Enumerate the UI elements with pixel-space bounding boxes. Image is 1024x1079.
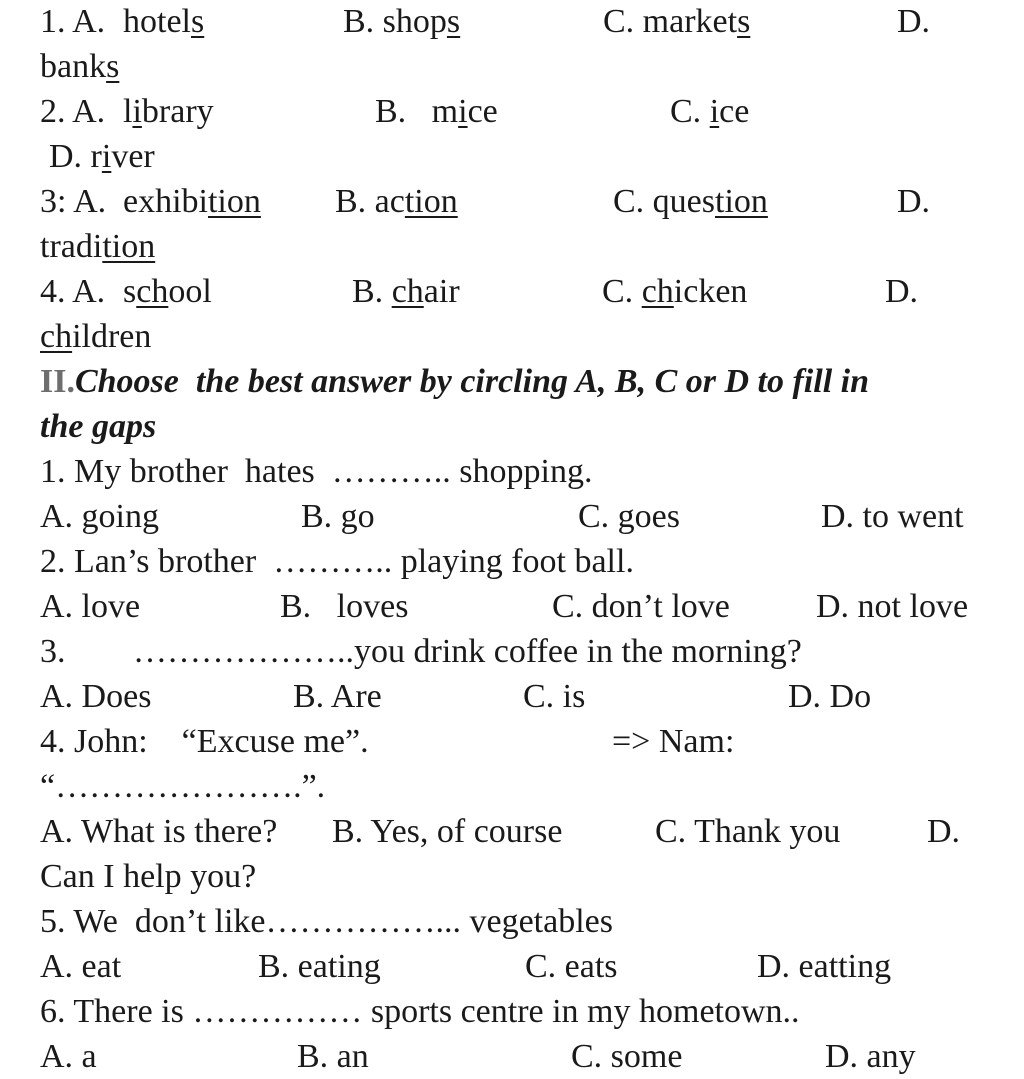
p1-q4-option-c[interactable]: C. chicken — [602, 273, 748, 310]
p1-q3-label: 3: A. — [40, 183, 107, 220]
section-number: II. — [40, 363, 75, 400]
p1-q3-option-b[interactable]: B. action — [335, 183, 458, 220]
p2-q5-option-b[interactable]: B. eating — [258, 948, 381, 985]
p2-q4-stem-blank: “………………….”. — [40, 768, 326, 805]
p2-q2-option-a[interactable]: A. love — [40, 588, 141, 625]
section-heading-text: Choose the best answer by circling A, B, C or D to fill in — [74, 363, 870, 400]
section-heading — [40, 362, 869, 402]
p2-q3-stem: ………………..you drink coffee in the morning? — [133, 633, 802, 670]
p2-q4-option-c[interactable]: C. Thank you — [655, 813, 841, 850]
p2-q5-option-a[interactable]: A. eat — [40, 948, 122, 985]
p2-q5-stem: 5. We don’t like……………... vegetables — [40, 903, 613, 940]
p1-q2-label: 2. A. — [40, 93, 106, 130]
p2-q4-option-b[interactable]: B. Yes, of course — [332, 813, 563, 850]
p2-q3-option-d[interactable]: D. Do — [788, 678, 872, 715]
p2-q6-option-d[interactable]: D. any — [825, 1038, 916, 1075]
p2-q4-stem-nam: => Nam: — [612, 723, 735, 760]
section-heading-text-cont: the gaps — [40, 408, 157, 445]
p2-q3-option-a[interactable]: A. Does — [40, 678, 152, 715]
p2-q3-stem-number: 3. — [40, 633, 66, 670]
p2-q6-option-c[interactable]: C. some — [571, 1038, 683, 1075]
p1-q3-option-d[interactable]: tradition — [40, 228, 156, 265]
p2-q2-stem: 2. Lan’s brother ……….. playing foot ball. — [40, 543, 634, 580]
p1-q1-option-b[interactable]: B. shops — [343, 3, 461, 40]
p1-q4-option-d[interactable]: children — [40, 318, 152, 355]
p2-q1-stem: 1. My brother hates ……….. shopping. — [40, 453, 593, 490]
p1-q3-option-d-label: D. — [897, 183, 931, 220]
p2-q6-option-b[interactable]: B. an — [297, 1038, 369, 1075]
p1-q3-option-a[interactable]: exhibition — [123, 183, 261, 220]
p2-q4-option-d-label: D. — [927, 813, 961, 850]
section-heading-cont — [40, 407, 156, 447]
p1-q4-option-a[interactable]: school — [123, 273, 212, 310]
p1-q1-option-a[interactable]: hotels — [123, 3, 205, 40]
p2-q4-option-d[interactable]: Can I help you? — [40, 858, 257, 895]
p2-q1-option-c[interactable]: C. goes — [578, 498, 680, 535]
p2-q6-stem: 6. There is …………… sports centre in my hometown.. — [40, 993, 800, 1030]
p2-q5-option-d[interactable]: D. eatting — [757, 948, 892, 985]
p2-q5-option-c[interactable]: C. eats — [525, 948, 618, 985]
p2-q4-option-a[interactable]: A. What is there? — [40, 813, 278, 850]
p2-q1-option-d[interactable]: D. to went — [821, 498, 964, 535]
p1-q1-option-c[interactable]: C. markets — [603, 3, 751, 40]
p1-q2-option-b[interactable]: B. mice — [375, 93, 498, 130]
p1-q2-option-d[interactable]: D. river — [49, 138, 155, 175]
p1-q2-option-c[interactable]: C. ice — [670, 93, 750, 130]
p1-q1-option-d[interactable]: banks — [40, 48, 120, 85]
p1-q1-label: 1. A. — [40, 3, 106, 40]
p1-q4-option-b[interactable]: B. chair — [352, 273, 460, 310]
p2-q3-option-b[interactable]: B. Are — [293, 678, 382, 715]
p2-q1-option-a[interactable]: A. going — [40, 498, 159, 535]
p2-q2-option-c[interactable]: C. don’t love — [552, 588, 730, 625]
p1-q2-option-a[interactable]: library — [123, 93, 214, 130]
p2-q2-option-d[interactable]: D. not love — [816, 588, 969, 625]
p2-q1-option-b[interactable]: B. go — [301, 498, 375, 535]
p1-q4-option-d-label: D. — [885, 273, 919, 310]
p1-q4-label: 4. A. — [40, 273, 106, 310]
p1-q3-option-c[interactable]: C. question — [613, 183, 768, 220]
p2-q4-stem-john: 4. John: “Excuse me”. — [40, 723, 369, 760]
p1-q1-option-d-label: D. — [897, 3, 931, 40]
p2-q6-option-a[interactable]: A. a — [40, 1038, 97, 1075]
p2-q2-option-b[interactable]: B. loves — [280, 588, 409, 625]
p2-q3-option-c[interactable]: C. is — [523, 678, 586, 715]
